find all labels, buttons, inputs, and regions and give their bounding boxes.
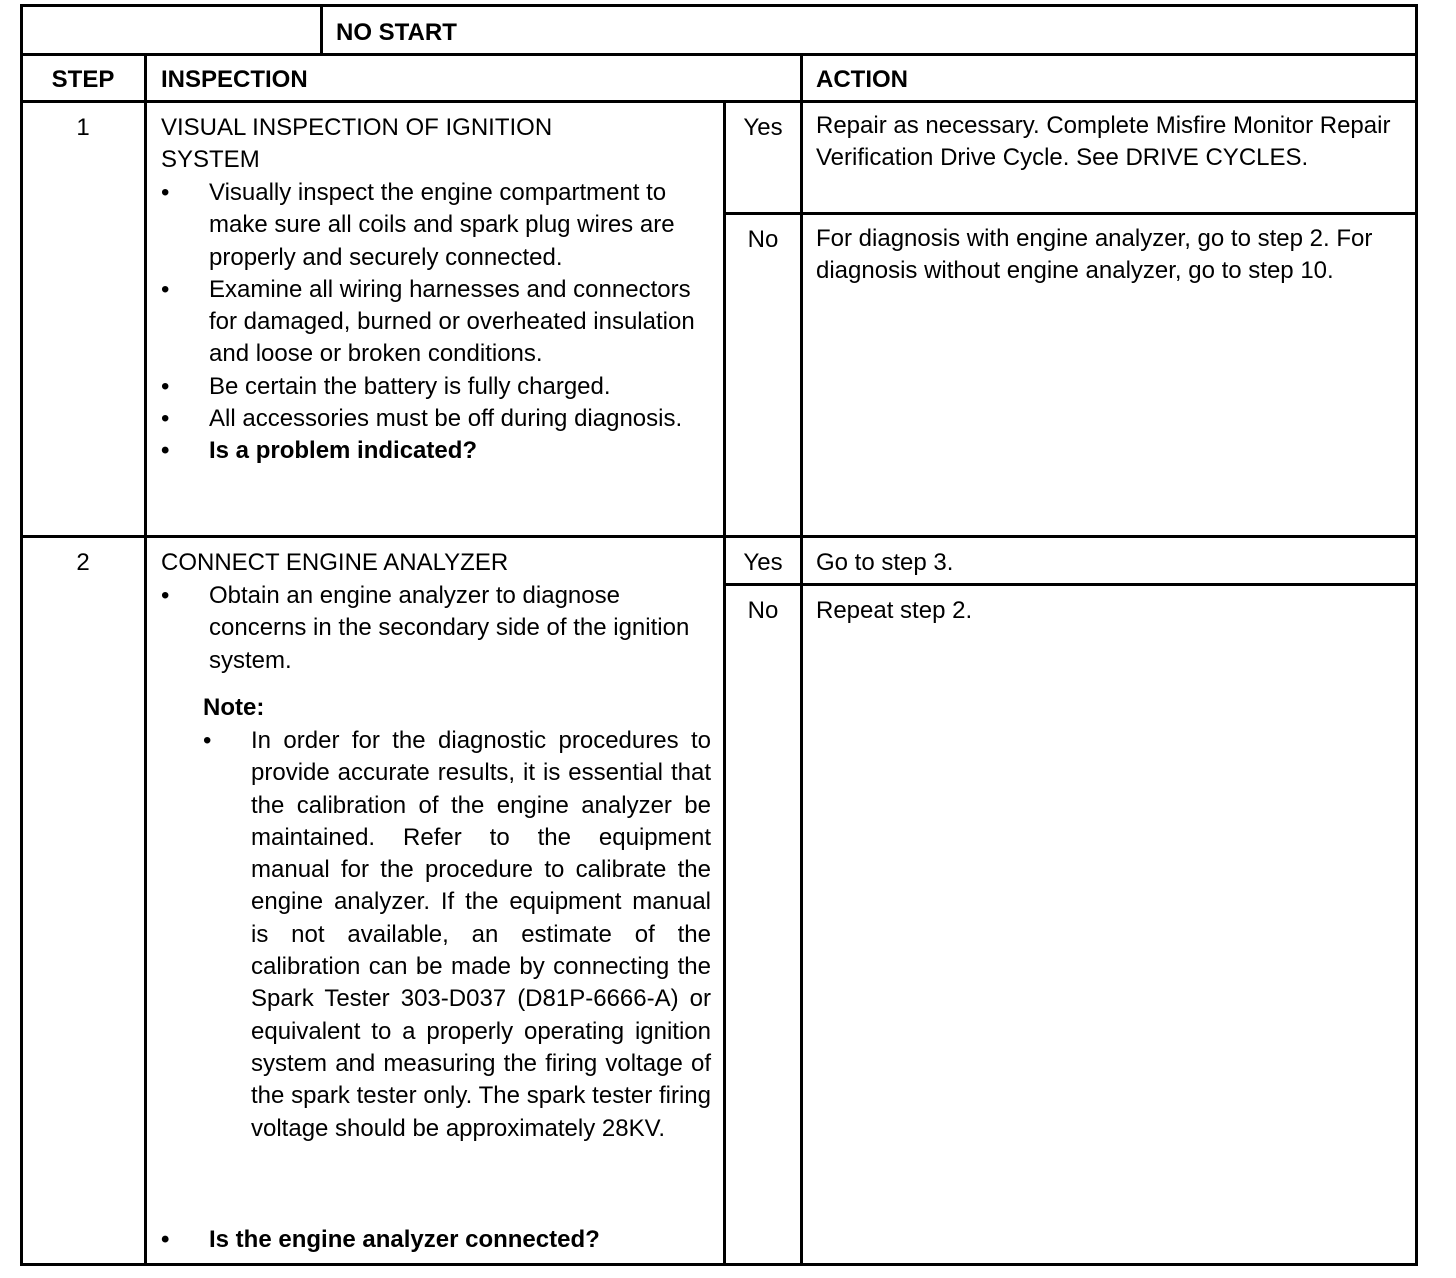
rule-title	[20, 53, 1418, 56]
action-yes: Go to step 3.	[816, 549, 954, 576]
table-title: NO START	[336, 19, 457, 46]
inspection-list	[161, 580, 701, 677]
header-action: ACTION	[816, 66, 908, 93]
inspection-item: • Visually inspect the engine compartment to make sure all coils and spark plug wires are properly and securely connected.	[161, 177, 717, 274]
action-no: Repeat step 2.	[816, 597, 973, 624]
inspection-question: • Is a problem indicated?	[161, 435, 717, 467]
inspection-item: • All accessories must be off during diagnosis.	[161, 403, 717, 435]
rule-step-col	[144, 53, 147, 1266]
action-yes: Repair as necessary. Complete Misfire Monitor Repair Verification Drive Cycle. See DRIVE CYCLES.	[816, 112, 1391, 172]
note-text: • In order for the diagnostic procedures to provide accurate results, it is essential that the calibration of the engine analyzer be maintained. Refer to the equipment manual for the procedure to calibrate the engine analyzer. If the equipment manual is not available, an estimate of the calibration can be made by connecting the Spark Tester 303-D037 (D81P-6666-A) or equivalent to a properly operating ignition system and measuring the firing voltage of the spark tester only. The spark tester firing voltage should be approximately 28KV.	[203, 725, 711, 1145]
note-list	[203, 725, 711, 1145]
step-heading: VISUAL INSPECTION OF IGNITION SYSTEM	[161, 114, 553, 174]
inspection-question: • Is the engine analyzer connected?	[161, 1224, 717, 1256]
rule-title-split	[320, 4, 323, 55]
answer-yes-label: Yes	[743, 114, 783, 141]
rule-header	[20, 100, 1418, 103]
header-step: STEP	[51, 66, 115, 93]
inspection-item: • Examine all wiring harnesses and connectors for damaged, burned or overheated insulation and loose or broken conditions.	[161, 274, 717, 371]
action-no: For diagnosis with engine analyzer, go to step 2. For diagnosis without engine analyzer, go to step 10.	[816, 225, 1373, 285]
note-label: Note:	[203, 694, 265, 721]
inspection-list	[161, 177, 717, 468]
step-heading: CONNECT ENGINE ANALYZER	[161, 549, 509, 576]
inspection-item: • Obtain an engine analyzer to diagnose concerns in the secondary side of the ignition system.	[161, 580, 701, 677]
rule-action-col	[800, 53, 803, 1266]
answer-yes-label: Yes	[743, 549, 783, 576]
step-number: 2	[76, 549, 90, 576]
rule-step1-end	[20, 535, 1418, 538]
rule-yesno-col	[723, 100, 726, 1266]
question-list	[161, 1224, 717, 1256]
header-inspection: INSPECTION	[161, 66, 308, 93]
inspection-item: • Be certain the battery is fully charged.	[161, 371, 717, 403]
answer-no-label: No	[747, 226, 779, 253]
rule-step2-yes-no	[725, 583, 1418, 586]
rule-step1-yes-no	[725, 212, 1418, 215]
answer-no-label: No	[747, 597, 779, 624]
step-number: 1	[76, 114, 90, 141]
